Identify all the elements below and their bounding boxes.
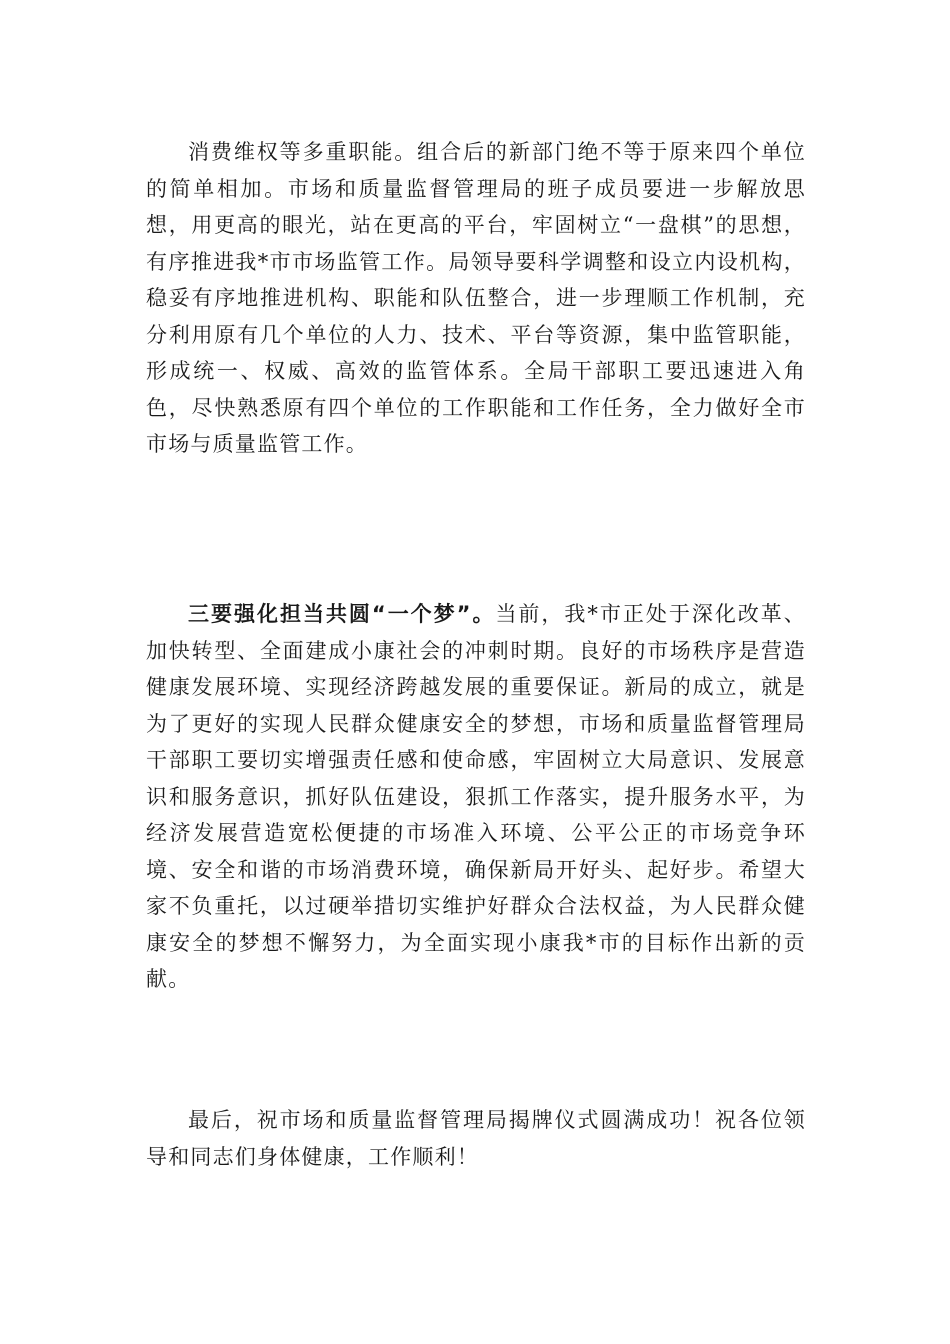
- paragraph-lead-heading: 三要强化担当共圆“一个梦”。: [188, 602, 496, 626]
- paragraph-body: 最后，祝市场和质量监督管理局揭牌仪式圆满成功！祝各位领导和同志们身体健康，工作顺利！: [146, 1108, 806, 1169]
- paragraph-body: 消费维权等多重职能。组合后的新部门绝不等于原来四个单位的简单相加。市场和质量监督管理局的班子成员要进一步解放思想，用更高的眼光，站在更高的平台，牢固树立“一盘棋”的思想，有序推进我*市市场监管工作。局领导要科学调整和设立内设机构，稳妥有序地推进机构、职能和队伍整合，进一步理顺工作机制，充分利用原有几个单位的人力、技术、平台等资源，集中监管职能，形成统一、权威、高效的监管体系。全局干部职工要迅速进入角色，尽快熟悉原有四个单位的工作职能和工作任务，全力做好全市市场与质量监管工作。: [146, 140, 806, 456]
- paragraph-text: [146, 596, 806, 998]
- paragraph-text: [146, 1102, 806, 1175]
- paragraph-body: 当前，我*市正处于深化改革、加快转型、全面建成小康社会的冲刺时期。良好的市场秩序是营造健康发展环境、实现经济跨越发展的重要保证。新局的成立，就是为了更好的实现人民群众健康安全的梦想，市场和质量监督管理局干部职工要切实增强责任感和使命感，牢固树立大局意识、发展意识和服务意识，抓好队伍建设，狠抓工作落实，提升服务水平，为经济发展营造宽松便捷的市场准入环境、公平公正的市场竞争环境、安全和谐的市场消费环境，确保新局开好头、起好步。希望大家不负重托，以过硬举措切实维护好群众合法权益，为人民群众健康安全的梦想不懈努力，为全面实现小康我*市的目标作出新的贡献。: [146, 602, 806, 991]
- paragraph-3: [146, 1102, 806, 1175]
- paragraph-text: [146, 134, 806, 463]
- paragraph-1: [146, 134, 806, 463]
- paragraph-2: [146, 596, 806, 998]
